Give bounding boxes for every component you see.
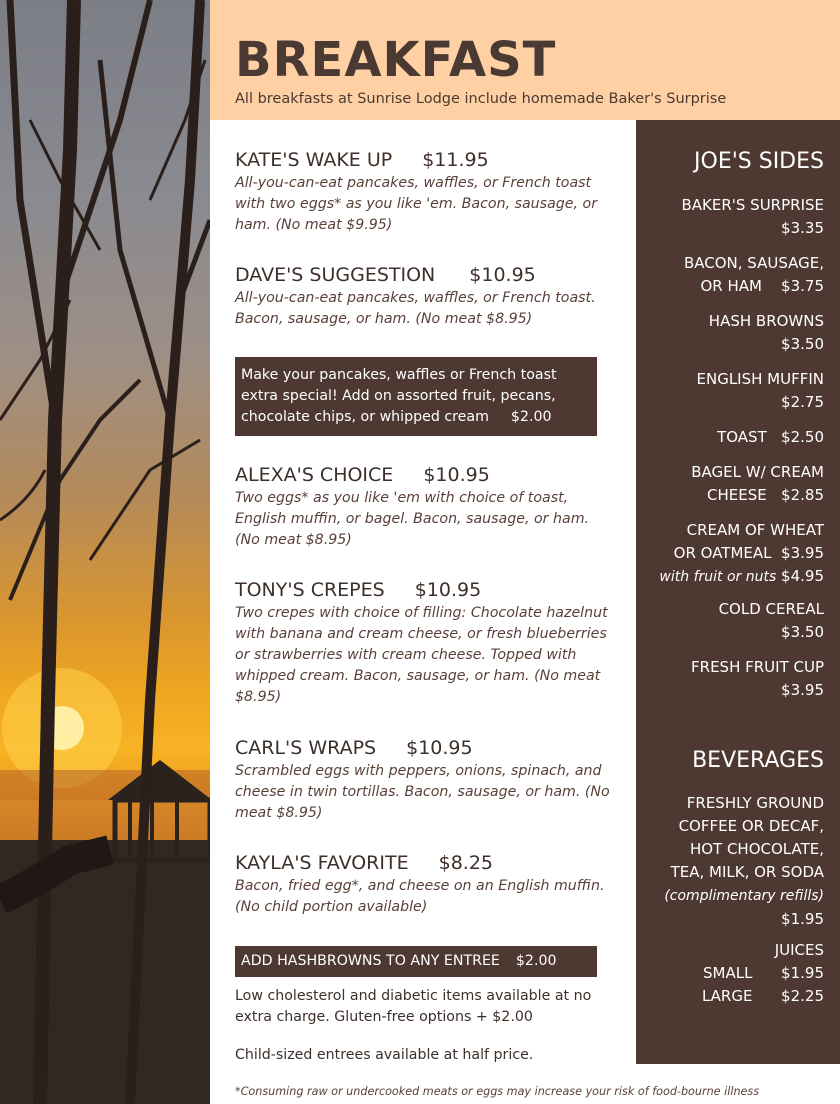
menu-item-name: ALEXA'S CHOICE [235,464,394,486]
side-item [659,519,824,589]
menu-item-name: KAYLA'S FAVORITE [235,852,409,874]
menu-item-price: $10.95 [469,264,536,286]
side-item-name: COLD CEREAL [718,600,824,618]
side-item-price: $4.95 [781,567,824,585]
menu-item-price: $8.25 [438,852,494,874]
beverage-line: FRESHLY GROUND [686,794,824,812]
menu-item-description: Two crepes with choice of filling: Chocolate hazelnut with banana and cream cheese, or fresh blueberries or strawberries with cream cheese. Topped with whipped cream. Bacon, sausage, or ham. (No meat $8.95) [235,605,608,705]
side-item-price: $2.75 [781,393,824,411]
side-item-name: TOAST [717,428,767,446]
juices-item [702,939,824,1008]
side-item-price: $2.85 [781,486,824,504]
side-item-price: $3.35 [781,219,824,237]
menu-item-title [235,736,615,760]
menu-item [235,851,615,918]
beverage-price: $1.95 [781,910,824,928]
side-item-price: $2.50 [781,428,824,446]
side-item-price: $3.95 [781,681,824,699]
sides-panel [636,120,840,1064]
food-safety-footnote: *Consuming raw or undercooked meats or eggs may increase your risk of food-bourne illness [235,1085,760,1098]
side-item [691,461,824,507]
menu-item [235,463,615,551]
menu-item-name: KATE'S WAKE UP [235,149,393,171]
menu-item-price: $10.95 [414,579,482,601]
add-on-price: $2.00 [510,409,552,425]
side-item-price: $3.95 [781,544,824,562]
menu-item-description: Bacon, fried egg*, and cheese on an English muffin. (No child portion available) [235,878,605,915]
menu-item [235,263,615,330]
page-subtitle: All breakfasts at Sunrise Lodge include homemade Baker's Surprise [235,91,727,107]
side-item [709,310,824,356]
side-item [681,194,824,240]
menu-item-description: All-you-can-eat pancakes, waffles, or French toast with two eggs* as you like 'em. Bacon, sausage, or ham. (No meat $9.95) [235,175,598,233]
side-item-name: BAKER'S SURPRISE [681,196,824,214]
side-item-price: $3.50 [781,623,824,641]
side-item [691,656,824,702]
side-item-price: $3.50 [781,335,824,353]
side-item-option: with fruit or nuts [659,569,777,585]
menu-item-name: CARL'S WRAPS [235,737,377,759]
menu-item-title [235,851,615,875]
side-item-name: BAGEL W/ CREAM [691,463,824,481]
beverage-line: TEA, MILK, OR SODA [670,863,824,881]
side-item-name: OR OATMEAL [673,544,772,562]
menu-item [235,148,615,236]
side-item [684,252,824,298]
side-item [697,368,825,414]
tree-silhouette-icon [0,0,210,1104]
page-title: BREAKFAST [235,32,557,88]
side-item-price: $3.75 [781,277,824,295]
menu-item-price: $10.95 [423,464,490,486]
menu-header [210,0,840,120]
menu-item-name: TONY'S CREPES [235,579,385,601]
juice-size: LARGE [701,987,753,1005]
beverage-item [664,792,824,931]
side-item [717,426,824,449]
hashbrowns-text: ADD HASHBROWNS TO ANY ENTREE [241,953,500,969]
child-note: Child-sized entrees available at half price. [235,1047,534,1063]
juice-price: $2.25 [781,987,824,1005]
sides-title: JOE'S SIDES [694,149,824,174]
menu-item-title [235,263,615,287]
side-item-name: BACON, SAUSAGE, [683,254,824,272]
add-on-text: Make your pancakes, waffles or French toast extra special! Add on assorted fruit, pecans, chocolate chips, or whipped cream [241,367,557,425]
diet-note: Low cholesterol and diabetic items available at no extra charge. Gluten-free options + $2.00 [235,988,592,1025]
sunset-photo [0,0,210,1104]
menu-item-description: All-you-can-eat pancakes, waffles, or French toast. Bacon, sausage, or ham. (No meat $8.95) [235,290,596,327]
side-item-name: OR HAM [700,277,762,295]
side-item-name: CHEESE [707,486,767,504]
menu-item-description: Scrambled eggs with peppers, onions, spinach, and cheese in twin tortillas. Bacon, sausage, or ham. (No meat $8.95) [235,763,610,821]
menu-item-title [235,578,615,602]
side-item-name: HASH BROWNS [708,312,824,330]
menu-item-title [235,463,615,487]
juice-size: SMALL [702,964,753,982]
beverages-title: BEVERAGES [692,748,824,773]
side-item-name: FRESH FRUIT CUP [691,658,824,676]
menu-item-title [235,148,615,172]
menu-item [235,578,615,708]
beverage-line: HOT CHOCOLATE, [689,840,824,858]
beverage-line: COFFEE OR DECAF, [678,817,824,835]
add-on-callout [235,357,597,436]
juice-price: $1.95 [781,964,824,982]
hashbrowns-callout [235,946,597,977]
menu-item-description: Two eggs* as you like 'em with choice of toast, English muffin, or bagel. Bacon, sausage, or ham. (No meat $8.95) [235,490,590,548]
hashbrowns-price: $2.00 [515,953,557,969]
menu-item [235,736,615,824]
juices-label: JUICES [774,941,824,959]
side-item-name: ENGLISH MUFFIN [696,370,824,388]
menu-item-name: DAVE'S SUGGESTION [235,264,436,286]
side-item [719,598,824,644]
beverage-refills: (complimentary refills) [664,888,824,904]
menu-item-price: $11.95 [422,149,489,171]
side-item-name: CREAM OF WHEAT [686,521,824,539]
menu-item-price: $10.95 [406,737,473,759]
